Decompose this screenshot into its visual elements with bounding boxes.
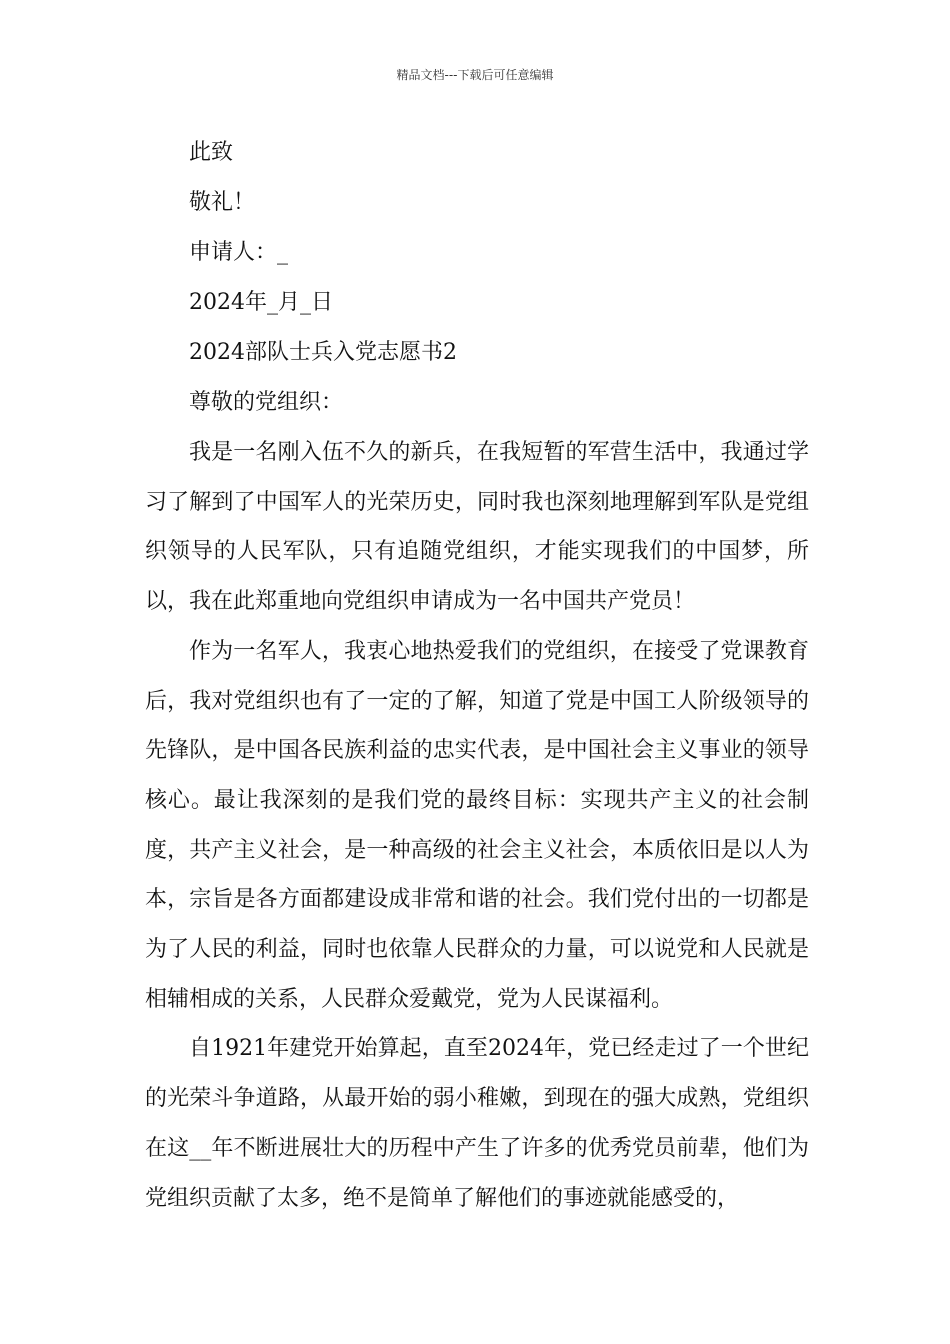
salute-line: 敬礼！ (189, 190, 256, 215)
paragraph-3: 自1921年建党开始算起，直至2024年，党已经走过了一个世纪的光荣斗争道路，从最开始的弱小稚嫩，到现在的强大成熟，党组织在这__年不断进展壮大的历程中产生了许多的优秀党员前辈，他们为党组织贡献了太多，绝不是简单了解他们的事迹就能感受的， (145, 1036, 809, 1211)
document-title: 2024部队士兵入党志愿书2 (189, 340, 457, 365)
closing-line: 此致 (189, 140, 234, 165)
greeting-line: 尊敬的党组织： (189, 390, 344, 415)
paragraph-1: 我是一名刚入伍不久的新兵，在我短暂的军营生活中，我通过学习了解到了中国军人的光荣历史，同时我也深刻地理解到军队是党组织领导的人民军队，只有追随党组织，才能实现我们的中国梦，所以，我在此郑重地向党组织申请成为一名中国共产党员！ (145, 440, 809, 615)
date-line: 2024年_月_日 (189, 290, 333, 315)
document-body (145, 128, 809, 1223)
paragraph-2: 作为一名军人，我衷心地热爱我们的党组织，在接受了党课教育后，我对党组织也有了一定的了解，知道了党是中国工人阶级领导的先锋队，是中国各民族利益的忠实代表，是中国社会主义事业的领导核心。最让我深刻的是我们党的最终目标：实现共产主义的社会制度，共产主义社会，是一种高级的社会主义社会，本质依旧是以人为本，宗旨是各方面都建设成非常和谐的社会。我们党付出的一切都是为了人民的利益，同时也依靠人民群众的力量，可以说党和人民就是相辅相成的关系，人民群众爱戴党，党为人民谋福利。 (145, 638, 809, 1012)
page-header: 精品文档---下载后可任意编辑 (396, 68, 554, 82)
applicant-line: 申请人：_ (189, 240, 289, 265)
